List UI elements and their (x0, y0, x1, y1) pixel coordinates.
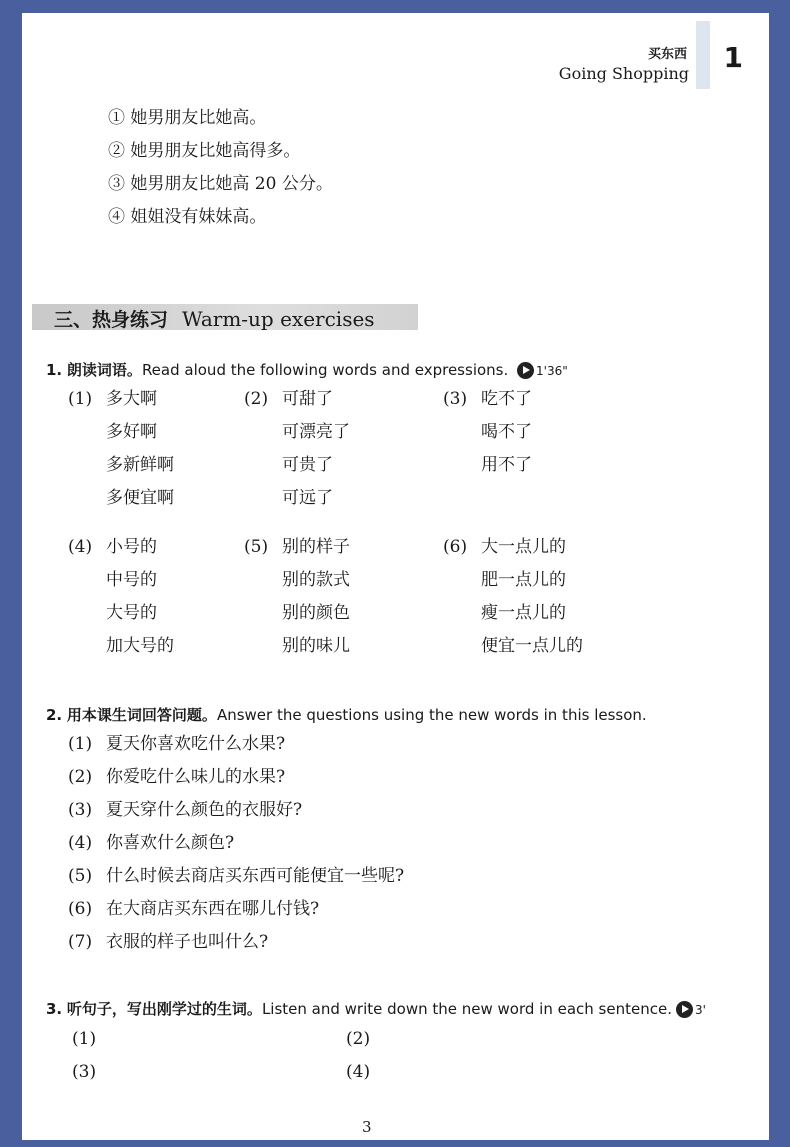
option-2: ② 她男朋友比她高得多。 (108, 141, 301, 161)
word-item: 小号的 (106, 537, 157, 557)
blank-label: (3) (72, 1062, 97, 1082)
question-label: (6) (68, 899, 93, 919)
group-label: (2) (244, 389, 269, 409)
word-item: 瘦一点儿的 (481, 603, 566, 623)
question-label: (2) (68, 767, 93, 787)
exercise-2-title (46, 704, 647, 725)
question-text: 在大商店买东西在哪儿付钱? (106, 899, 320, 919)
question-text: 你喜欢什么颜色? (106, 833, 235, 853)
exercise-3-duration: 3' (694, 1003, 706, 1017)
word-item: 可贵了 (282, 455, 333, 475)
question-label: (3) (68, 800, 93, 820)
lesson-title-en: Going Shopping (558, 64, 689, 83)
blank-label: (1) (72, 1029, 97, 1049)
word-item: 可远了 (282, 488, 333, 508)
word-item: 别的款式 (282, 570, 350, 590)
exercise-1-title (46, 359, 568, 380)
question-label: (4) (68, 833, 93, 853)
word-item: 大号的 (106, 603, 157, 623)
word-item: 别的味儿 (282, 636, 350, 656)
question-text: 衣服的样子也叫什么? (106, 932, 269, 952)
exercise-3-title-cn: 听句子，写出刚学过的生词。 (66, 1000, 262, 1018)
option-4: ④ 姐姐没有妹妹高。 (108, 207, 267, 227)
question-label: (1) (68, 734, 93, 754)
word-item: 多便宜啊 (106, 488, 174, 508)
exercise-3-title (46, 998, 706, 1019)
word-item: 别的颜色 (282, 603, 350, 623)
lesson-title-cn: 买东西 (647, 47, 687, 62)
question-label: (7) (68, 932, 93, 952)
word-item: 多好啊 (106, 422, 157, 442)
header-tab-bar (696, 21, 710, 89)
exercise-1-title-cn: 朗读词语。 (66, 361, 142, 379)
blank-label: (2) (346, 1029, 371, 1049)
exercise-3-number: 3. (46, 1000, 63, 1018)
word-item: 加大号的 (106, 636, 174, 656)
exercise-1-duration: 1'36" (536, 364, 568, 378)
word-item: 吃不了 (481, 389, 532, 409)
exercise-2-title-en: Answer the questions using the new words in this lesson. (216, 706, 647, 724)
section-title-en: Warm-up exercises (182, 307, 375, 331)
question-text: 什么时候去商店买东西可能便宜一些呢? (106, 866, 405, 886)
audio-play-icon[interactable] (676, 1001, 693, 1018)
question-label: (5) (68, 866, 93, 886)
word-item: 多新鲜啊 (106, 455, 174, 475)
group-label: (1) (68, 389, 93, 409)
word-item: 肥一点儿的 (481, 570, 566, 590)
group-label: (6) (443, 537, 468, 557)
group-label: (3) (443, 389, 468, 409)
word-item: 便宜一点儿的 (481, 636, 583, 656)
lesson-number: 1 (723, 41, 743, 74)
question-text: 你爱吃什么味儿的水果? (106, 767, 286, 787)
word-item: 可漂亮了 (282, 422, 350, 442)
exercise-1-number: 1. (46, 361, 63, 379)
audio-play-icon[interactable] (517, 362, 534, 379)
option-1: ① 她男朋友比她高。 (108, 108, 267, 128)
word-item: 多大啊 (106, 389, 157, 409)
blank-label: (4) (346, 1062, 371, 1082)
section-title (54, 305, 375, 332)
page-number: 3 (362, 1118, 372, 1136)
question-text: 夏天你喜欢吃什么水果? (106, 734, 286, 754)
section-title-cn: 三、热身练习 (54, 309, 169, 331)
exercise-2-number: 2. (46, 706, 63, 724)
group-label: (5) (244, 537, 269, 557)
option-3: ③ 她男朋友比她高 20 公分。 (108, 174, 333, 194)
word-item: 用不了 (481, 455, 532, 475)
exercise-3-title-en: Listen and write down the new word in each sentence. (261, 1000, 672, 1018)
question-text: 夏天穿什么颜色的衣服好? (106, 800, 303, 820)
exercise-1-title-en: Read aloud the following words and expressions. (141, 361, 509, 379)
exercise-2-title-cn: 用本课生词回答问题。 (66, 706, 217, 724)
word-item: 大一点儿的 (481, 537, 566, 557)
group-label: (4) (68, 537, 93, 557)
word-item: 可甜了 (282, 389, 333, 409)
word-item: 中号的 (106, 570, 157, 590)
word-item: 别的样子 (282, 537, 350, 557)
word-item: 喝不了 (481, 422, 532, 442)
textbook-page (22, 13, 769, 1140)
